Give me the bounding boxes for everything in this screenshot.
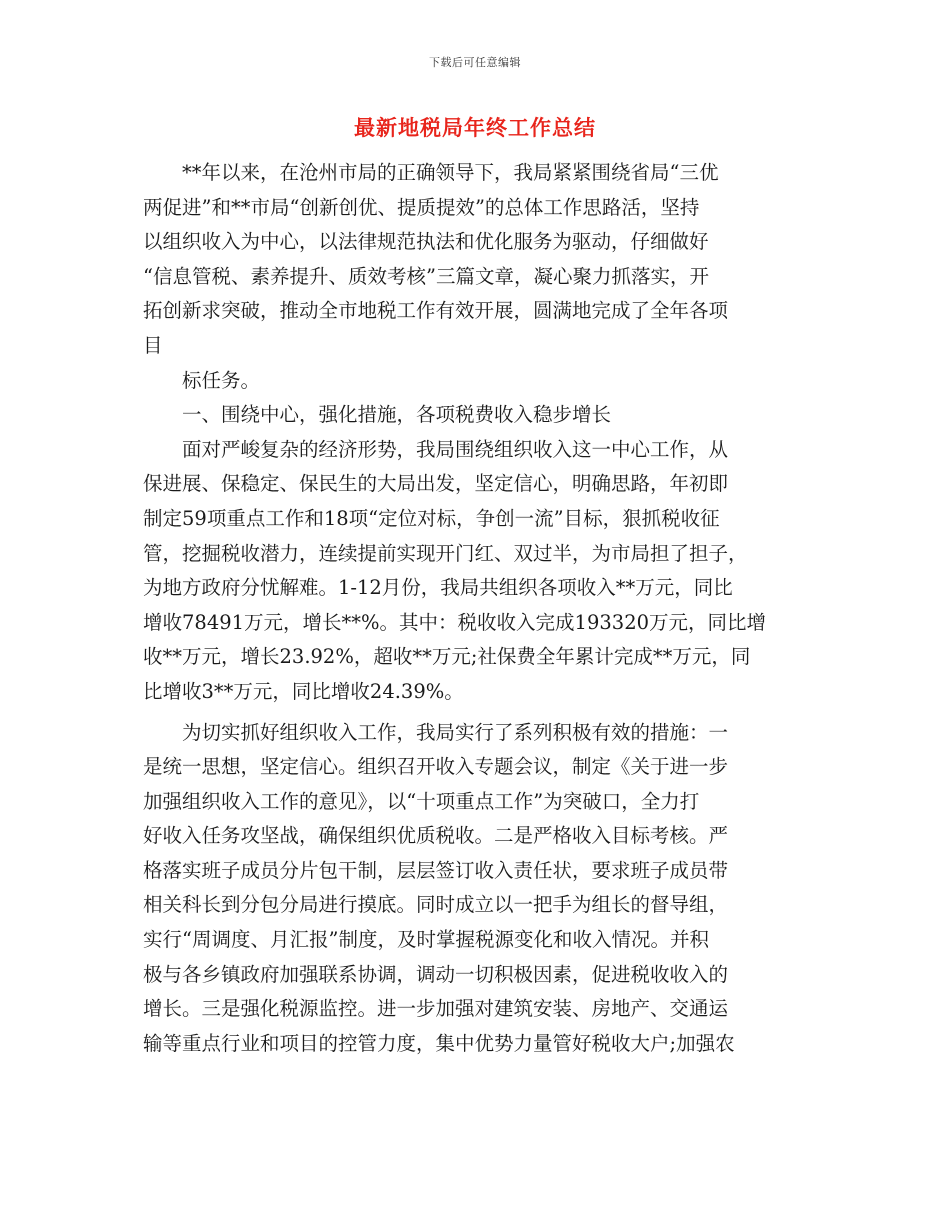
text-line: 是统一思想，坚定信心。组织召开收入专题会议，制定《关于进一步 <box>143 755 729 779</box>
text-line: 好收入任务攻坚战，确保组织优质税收。二是严格收入目标考核。严 <box>143 824 729 848</box>
text-line: 输等重点行业和项目的控管力度，集中优势力量管好税收大户;加强农 <box>143 1031 735 1055</box>
text-line: 增收78491万元，增长**%。其中：税收收入完成193320万元，同比增 <box>143 610 767 634</box>
text-line: 面对严峻复杂的经济形势，我局围绕组织收入这一中心工作，从 <box>182 437 729 461</box>
text-line: 两促进”和**市局“创新创优、提质提效”的总体工作思路活，坚持 <box>143 195 700 219</box>
text-line: 管，挖掘税收潜力，连续提前实现开门红、双过半，为市局担了担子， <box>143 541 748 565</box>
text-line: 极与各乡镇政府加强联系协调，调动一切积极因素，促进税收收入的 <box>143 962 729 986</box>
document-body <box>143 156 811 1061</box>
page-header-note: 下载后可任意编辑 <box>429 56 521 69</box>
text-line: 加强组织收入工作的意见》，以“十项重点工作”为突破口，全力打 <box>143 789 700 813</box>
text-line: 标任务。 <box>182 368 261 392</box>
text-line: 目 <box>143 333 163 357</box>
text-line: 为切实抓好组织收入工作，我局实行了系列积极有效的措施：一 <box>182 720 729 744</box>
text-line: **年以来，在沧州市局的正确领导下，我局紧紧围绕省局“三优 <box>182 161 719 184</box>
text-line: 实行“周调度、月汇报”制度，及时掌握税源变化和收入情况。并积 <box>143 928 709 952</box>
document-title: 最新地税局年终工作总结 <box>354 115 596 140</box>
text-line: 收**万元，增长23.92%，超收**万元;社保费全年累计完成**万元，同 <box>143 645 751 669</box>
text-line: 为地方政府分忧解难。1-12月份，我局共组织各项收入**万元，同比 <box>143 576 733 600</box>
text-line: 保进展、保稳定、保民生的大局出发，坚定信心，明确思路，年初即 <box>143 472 729 496</box>
text-line: 拓创新求突破，推动全市地税工作有效开展，圆满地完成了全年各项 <box>143 299 729 323</box>
text-line: 相关科长到分包分局进行摸底。同时成立以一把手为组长的督导组， <box>143 893 729 917</box>
section-heading: 一、围绕中心，强化措施，各项税费收入稳步增长 <box>182 403 612 427</box>
text-line: 增长。三是强化税源监控。进一步加强对建筑安装、房地产、交通运 <box>143 997 729 1021</box>
text-line: 制定59项重点工作和18项“定位对标，争创一流”目标，狠抓税收征 <box>143 506 720 530</box>
text-line: 比增收3**万元，同比增收24.39%。 <box>143 679 464 703</box>
text-line: 以组织收入为中心，以法律规范执法和优化服务为驱动，仔细做好 <box>143 230 709 254</box>
text-line: 格落实班子成员分片包干制，层层签订收入责任状，要求班子成员带 <box>143 858 729 882</box>
text-line: “信息管税、素养提升、质效考核”三篇文章，凝心聚力抓落实，开 <box>143 264 709 288</box>
